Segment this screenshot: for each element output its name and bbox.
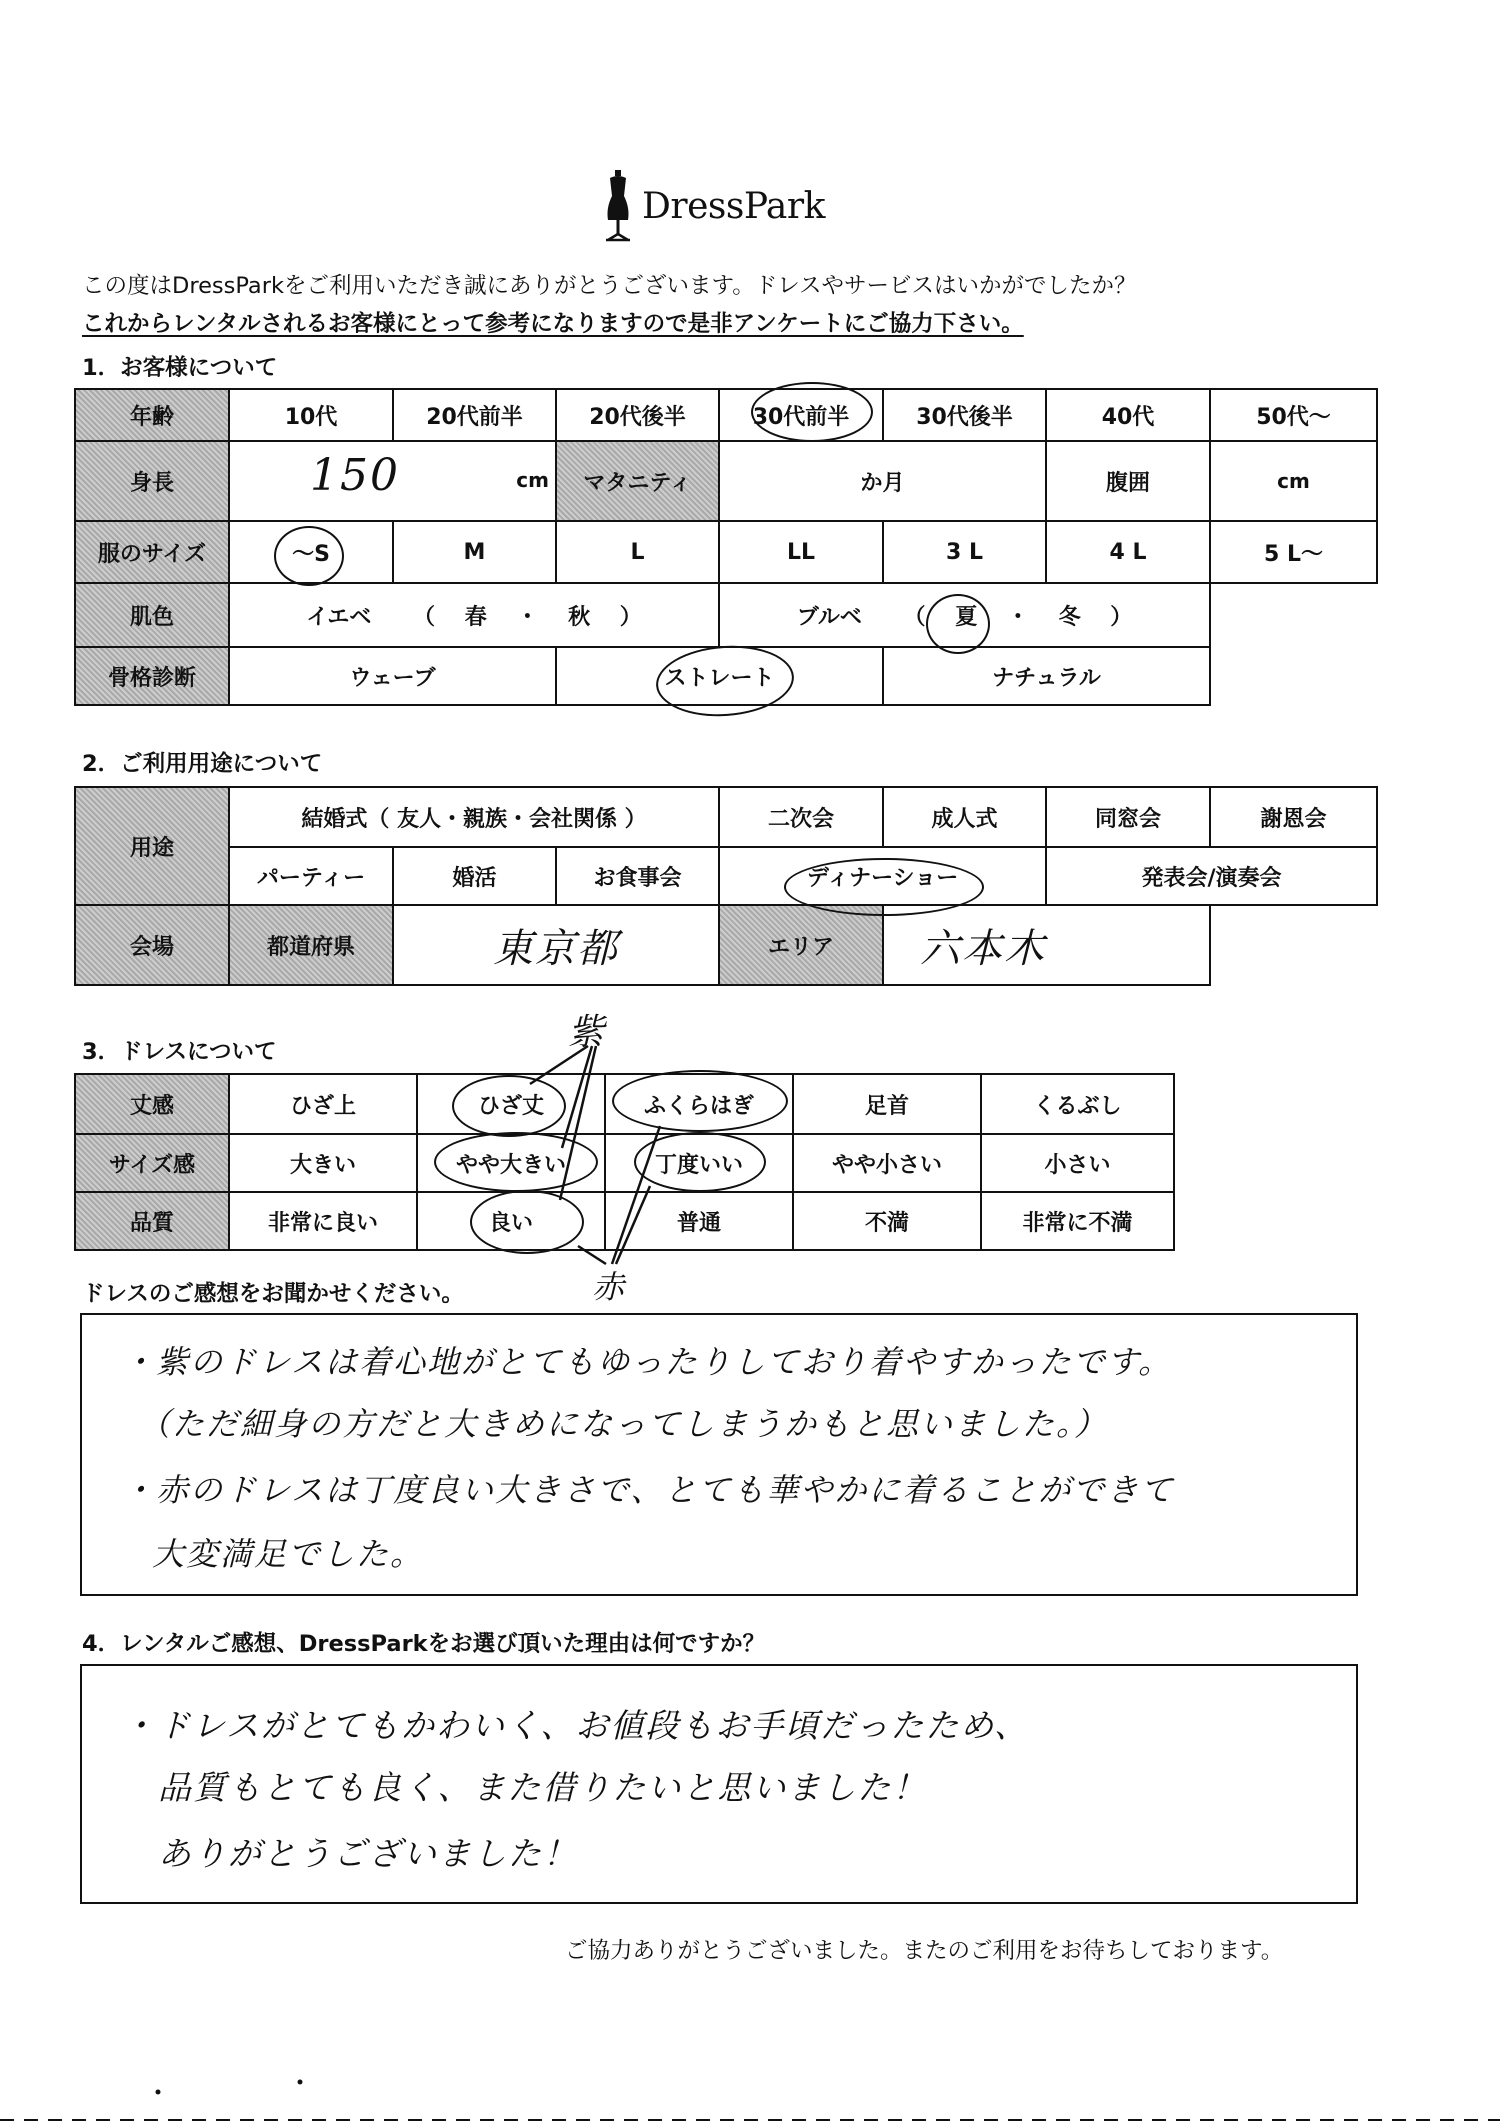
purpose-dinner[interactable]: お食事会: [556, 847, 719, 905]
prefecture-value: 東京都: [493, 925, 620, 972]
age-option[interactable]: 10代: [229, 389, 393, 441]
skin-blue-label: ブルベ: [796, 604, 862, 630]
scan-speck: [156, 2090, 161, 2095]
fit-option[interactable]: 小さい: [981, 1134, 1174, 1192]
separator-dot: ・: [516, 604, 539, 630]
quality-label: 品質: [75, 1192, 229, 1250]
skin-label: 肌色: [75, 583, 229, 647]
answer-line: 品質もとても良く、また借りたいと思いました！: [158, 1768, 928, 1807]
paren-close: ）: [1110, 604, 1133, 630]
answer-line: ・ドレスがとてもかわいく、お値段もお手頃だったため、: [122, 1706, 1030, 1745]
dresspark-logo: [600, 168, 840, 248]
age-option[interactable]: 20代後半: [556, 389, 719, 441]
customer-table: [74, 388, 1378, 706]
height-unit: cm: [516, 468, 549, 492]
waist-unit: cm: [1277, 468, 1310, 493]
reason-box[interactable]: [80, 1664, 1358, 1904]
quality-option[interactable]: 非常に良い: [229, 1192, 417, 1250]
age-option-selected[interactable]: 30代前半: [719, 389, 883, 441]
age-option[interactable]: 50代～: [1210, 389, 1377, 441]
fit-option[interactable]: 大きい: [229, 1134, 417, 1192]
dress-form-icon: [600, 168, 636, 248]
comment-line: ・紫のドレスは着心地がとてもゆったりしており着やすかったです。: [122, 1343, 1173, 1381]
size-option[interactable]: 3 L: [883, 521, 1046, 583]
size-row: [75, 521, 1377, 583]
size-option[interactable]: 5 L～: [1210, 521, 1377, 583]
length-option-selected[interactable]: ひざ丈: [417, 1074, 605, 1134]
purpose-coming-of-age[interactable]: 成人式: [883, 787, 1046, 847]
separator-dot: ・: [1006, 604, 1029, 630]
maternity-label: マタニティ: [556, 441, 719, 521]
age-option[interactable]: 40代: [1046, 389, 1210, 441]
empty-cell: [1210, 583, 1377, 647]
size-option[interactable]: LL: [719, 521, 883, 583]
waist-label: 腹囲: [1046, 441, 1210, 521]
comment-line: 大変満足でした。: [152, 1535, 425, 1573]
height-field[interactable]: [229, 441, 556, 521]
venue-label: 会場: [75, 905, 229, 985]
maternity-months-field[interactable]: [719, 441, 1046, 521]
size-option[interactable]: L: [556, 521, 719, 583]
purpose-recital[interactable]: 発表会/演奏会: [1046, 847, 1377, 905]
fit-option-selected[interactable]: やや大きい: [417, 1134, 605, 1192]
section3-title: 3．ドレスについて: [82, 1039, 277, 1065]
intro-request: これからレンタルされるお客様にとって参考になりますので是非アンケートにご協力下さい。: [82, 311, 1024, 337]
section4-title: 4．レンタルご感想、DressParkをお選び頂いた理由は何ですか？: [82, 1631, 766, 1657]
paren-open: （: [903, 604, 926, 630]
skin-option-summer-selected[interactable]: 夏: [955, 604, 978, 630]
height-value: 150: [310, 450, 400, 501]
empty-cell: [1210, 647, 1377, 705]
fit-option-selected[interactable]: 丁度いい: [605, 1134, 793, 1192]
waist-field[interactable]: [1210, 441, 1377, 521]
paren-close: ）: [619, 604, 642, 630]
skin-blue-base[interactable]: [719, 583, 1210, 647]
venue-row: [75, 905, 1377, 985]
purpose-table: [74, 786, 1378, 986]
comment-box[interactable]: [80, 1313, 1358, 1596]
area-field[interactable]: [883, 905, 1210, 985]
intro-text: この度はDressParkをご利用いただき誠にありがとうございます。ドレスやサービスはいかがでしたか？: [82, 273, 1137, 299]
age-row: [75, 389, 1377, 441]
age-label: 年齢: [75, 389, 229, 441]
skin-option-winter[interactable]: 冬: [1058, 604, 1081, 630]
answer-line: ありがとうございました！: [158, 1834, 578, 1873]
note-purple: 紫: [568, 1012, 607, 1053]
quality-row: [75, 1192, 1174, 1250]
purpose-label: 用途: [75, 787, 229, 905]
empty-cell: [1210, 905, 1377, 985]
purpose-party[interactable]: パーティー: [229, 847, 393, 905]
dress-table: [74, 1073, 1175, 1251]
prefecture-label: 都道府県: [229, 905, 393, 985]
logo-wordmark: DressPark: [642, 186, 825, 227]
body-type-option[interactable]: ナチュラル: [883, 647, 1210, 705]
length-option-selected[interactable]: ふくらはぎ: [605, 1074, 793, 1134]
section1-title: 1．お客様について: [82, 355, 278, 381]
note-red: 赤: [592, 1268, 627, 1306]
comment-line: （ただ細身の方だと大きめになってしまうかもと思いました。）: [138, 1405, 1109, 1443]
size-label: 服のサイズ: [75, 521, 229, 583]
length-label: 丈感: [75, 1074, 229, 1134]
size-option-selected[interactable]: ～S: [229, 521, 393, 583]
height-row: [75, 441, 1377, 521]
length-row: [75, 1074, 1174, 1134]
prefecture-field[interactable]: [393, 905, 719, 985]
size-option[interactable]: 4 L: [1046, 521, 1210, 583]
skin-option-spring[interactable]: 春: [464, 604, 487, 630]
area-value: 六本木: [920, 925, 1047, 972]
fit-label: サイズ感: [75, 1134, 229, 1192]
length-option[interactable]: くるぶし: [981, 1074, 1174, 1134]
body-type-option-selected[interactable]: ストレート: [556, 647, 883, 705]
purpose-wedding[interactable]: 結婚式（ 友人・親族・会社関係 ）: [229, 787, 719, 847]
area-label: エリア: [719, 905, 883, 985]
purpose-reunion[interactable]: 同窓会: [1046, 787, 1210, 847]
purpose-after-party[interactable]: 二次会: [719, 787, 883, 847]
comment-line: ・赤のドレスは丁度良い大きさで、とても華やかに着ることができて: [122, 1471, 1175, 1509]
closing-message: ご協力ありがとうございました。またのご利用をお待ちしております。: [565, 1938, 1284, 1964]
purpose-konkatsu[interactable]: 婚活: [393, 847, 556, 905]
body-type-row: [75, 647, 1377, 705]
purpose-row1: [75, 787, 1377, 847]
body-type-option[interactable]: ウェーブ: [229, 647, 556, 705]
quality-option[interactable]: 普通: [605, 1192, 793, 1250]
purpose-dinner-show-selected[interactable]: ディナーショー: [719, 847, 1046, 905]
length-option[interactable]: ひざ上: [229, 1074, 417, 1134]
skin-yellow-base[interactable]: [229, 583, 719, 647]
fit-option[interactable]: やや小さい: [793, 1134, 981, 1192]
scan-speck: [298, 2080, 303, 2085]
quality-option-selected[interactable]: 良い: [417, 1192, 605, 1250]
comment-prompt: ドレスのご感想をお聞かせください。: [82, 1281, 464, 1307]
purpose-thanks-party[interactable]: 謝恩会: [1210, 787, 1377, 847]
fit-row: [75, 1134, 1174, 1192]
body-type-label: 骨格診断: [75, 647, 229, 705]
height-label: 身長: [75, 441, 229, 521]
paren-open: （: [413, 604, 436, 630]
skin-yellow-label: イエベ: [306, 604, 372, 630]
quality-option[interactable]: 不満: [793, 1192, 981, 1250]
length-option[interactable]: 足首: [793, 1074, 981, 1134]
size-option[interactable]: M: [393, 521, 556, 583]
skin-row: [75, 583, 1377, 647]
months-unit: か月: [860, 470, 905, 496]
quality-option[interactable]: 非常に不満: [981, 1192, 1174, 1250]
section2-title: 2．ご利用用途について: [82, 751, 323, 777]
skin-option-autumn[interactable]: 秋: [568, 604, 591, 630]
age-option[interactable]: 20代前半: [393, 389, 556, 441]
age-option[interactable]: 30代後半: [883, 389, 1046, 441]
purpose-row2: [75, 847, 1377, 905]
